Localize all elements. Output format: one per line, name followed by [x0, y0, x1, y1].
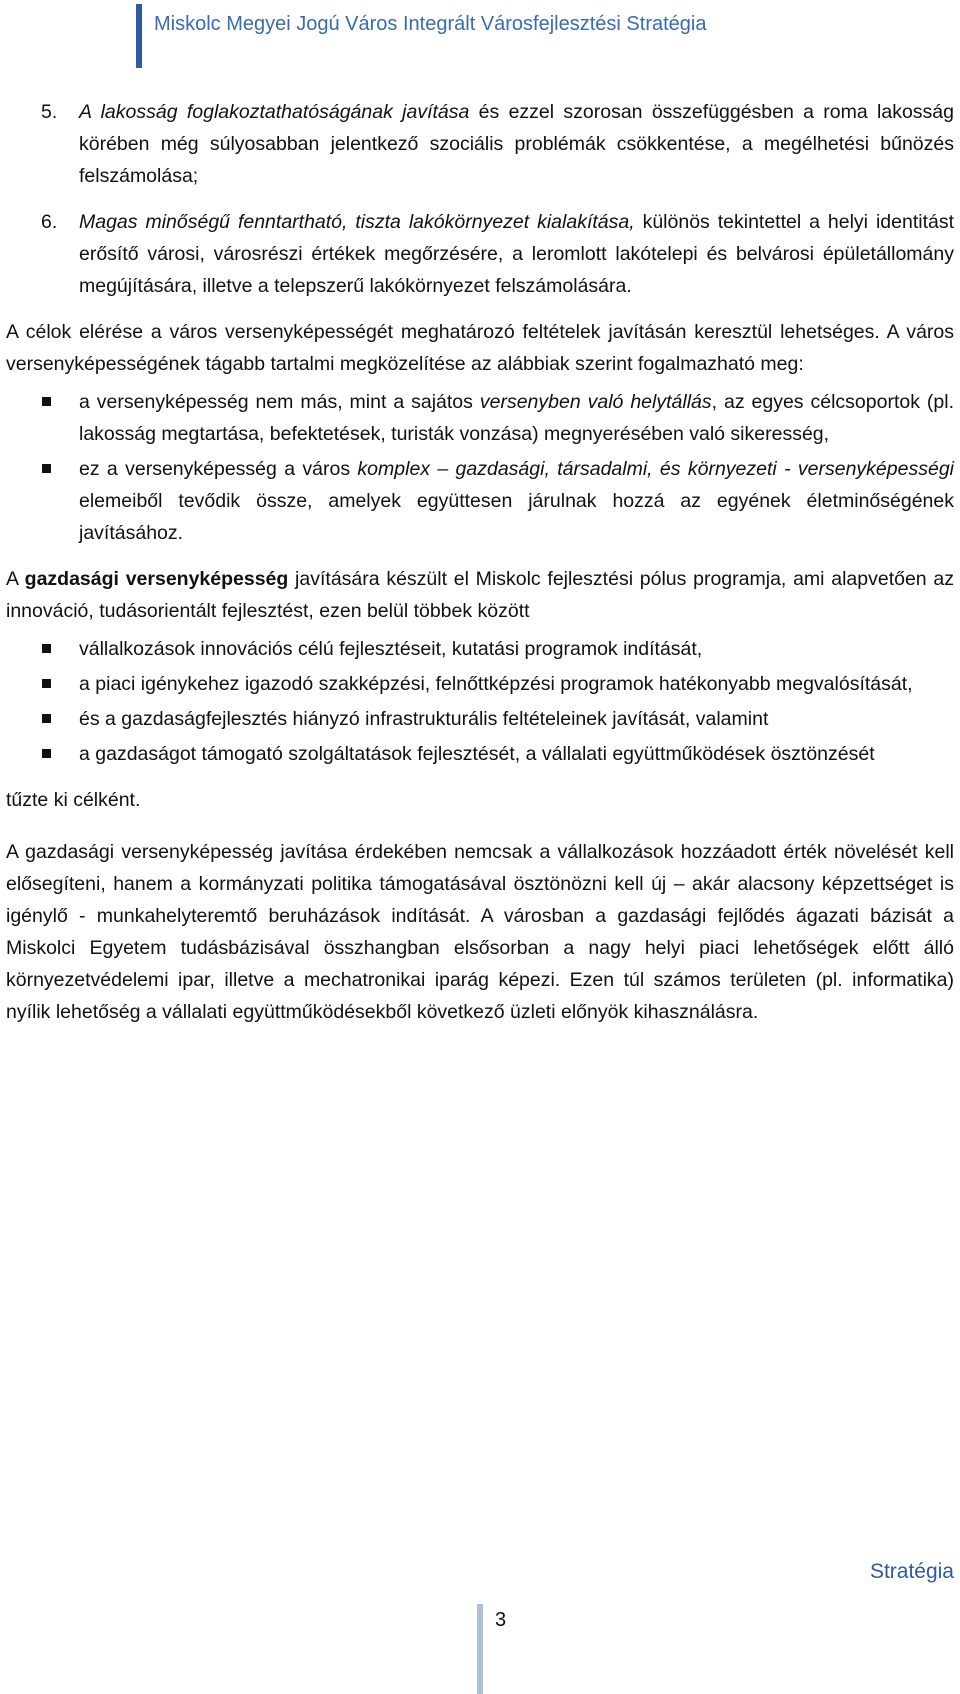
list-item [6, 633, 954, 665]
list-item [6, 703, 954, 735]
square-bullet-icon [42, 749, 51, 758]
page-header [136, 4, 706, 68]
goal-list [6, 96, 954, 302]
list-item-text: a gazdaságot támogató szolgáltatások fejlesztését, a vállalati együttműködések ösztönzését [79, 743, 875, 765]
competitiveness-list [6, 386, 954, 549]
list-item-text: a piaci igénykehez igazodó szakképzési, felnőttképzési programok hatékonyabb megvalósítását, [79, 673, 913, 695]
economic-bold: gazdasági versenyképesség [24, 568, 289, 590]
list-item-text: ez a versenyképesség a város [79, 458, 358, 480]
square-bullet-icon [42, 464, 51, 473]
goal-closing: tűzte ki célként. [6, 789, 141, 811]
economic-text: A [6, 568, 25, 590]
goal-item [6, 96, 954, 192]
goal-item [6, 206, 954, 302]
list-item [6, 738, 954, 770]
page-content [6, 96, 954, 1028]
goal-italic: Magas minőségű fenntartható, tiszta lakókörnyezet kialakítása, [79, 211, 635, 233]
document-title: Miskolc Megyei Jogú Város Integrált Városfejlesztési Stratégia [154, 13, 707, 35]
list-item [6, 453, 954, 549]
development-list [6, 633, 954, 770]
final-paragraph: A gazdasági versenyképesség javítása érdekében nemcsak a vállalkozások hozzáadott érték növelését kell elősegíteni, hanem a kormányzati politika támogatásával ösztönözni kell új – akár alacsony képzettséget is igénylő - munkahelyteremtő beruházások indítását. A városban a gazdasági fejlődés ágazati bázisát a Miskolci Egyetem tudásbázisával összhangban elsősorban a nagy helyi piaci lehetőségek előtt álló környezetvédelemi ipar, illetve a mechatronikai iparág képezi. Ezen túl számos területen (pl. informatika) nyílik lehetőség a vállalati együttműködésekből következő üzleti előnyök kihasználásra. [6, 841, 954, 1023]
intro-paragraph: A célok elérése a város versenyképességét meghatározó feltételek javításán keresztül lehetséges. A város versenyképességének tágabb tartalmi megközelítése az alábbiak szerint fogalmazható meg: [6, 321, 954, 375]
goal-number: 6. [41, 211, 58, 233]
square-bullet-icon [42, 714, 51, 723]
list-item [6, 668, 954, 700]
page-number: 3 [477, 1604, 506, 1694]
square-bullet-icon [42, 679, 51, 688]
list-item-text: és a gazdaságfejlesztés hiányzó infrastrukturális feltételeinek javítását, valamint [79, 708, 769, 730]
economic-paragraph [6, 563, 954, 627]
square-bullet-icon [42, 644, 51, 653]
goal-number: 5. [41, 101, 58, 123]
list-item-italic: versenyben való helytállás [479, 391, 712, 413]
list-item-text: elemeiből tevődik össze, amelyek együttesen járulnak hozzá az egyének életminőségének javításához. [79, 490, 954, 544]
footer-strategy-label: Stratégia [869, 1560, 954, 1583]
economic-text: javítására készült el Miskolc fejlesztési pólus programja, ami alapvetően az innováció, tudásorientált fejlesztést, ezen belül többek között [6, 568, 954, 622]
square-bullet-icon [42, 397, 51, 406]
goal-text: különös tekintettel a helyi identitást erősítő városi, városrészi értékek megőrzésére, a leromlott lakótelepi és belvárosi épületállomány megújítására, illetve a telepszerű lakókörnyezet felszámolására. [79, 211, 954, 297]
list-item-text: a versenyképesség nem más, mint a sajátos [79, 391, 480, 413]
list-item-text: , az egyes célcsoportok (pl. lakosság megtartása, befektetések, turisták vonzása) megnyerésében való sikeresség, [79, 391, 954, 445]
goal-text: és ezzel szorosan összefüggésben a roma lakosság körében még súlyosabban jelentkező szociális problémák csökkentése, a megélhetési bűnözés felszámolása; [79, 101, 954, 187]
goal-italic: A lakosság foglakoztathatóságának javítása [79, 101, 470, 123]
list-item [6, 386, 954, 450]
list-item-text: vállalkozások innovációs célú fejlesztéseit, kutatási programok indítását, [79, 638, 703, 660]
list-item-italic: komplex – gazdasági, társadalmi, és környezeti - versenyképességi [357, 458, 954, 480]
